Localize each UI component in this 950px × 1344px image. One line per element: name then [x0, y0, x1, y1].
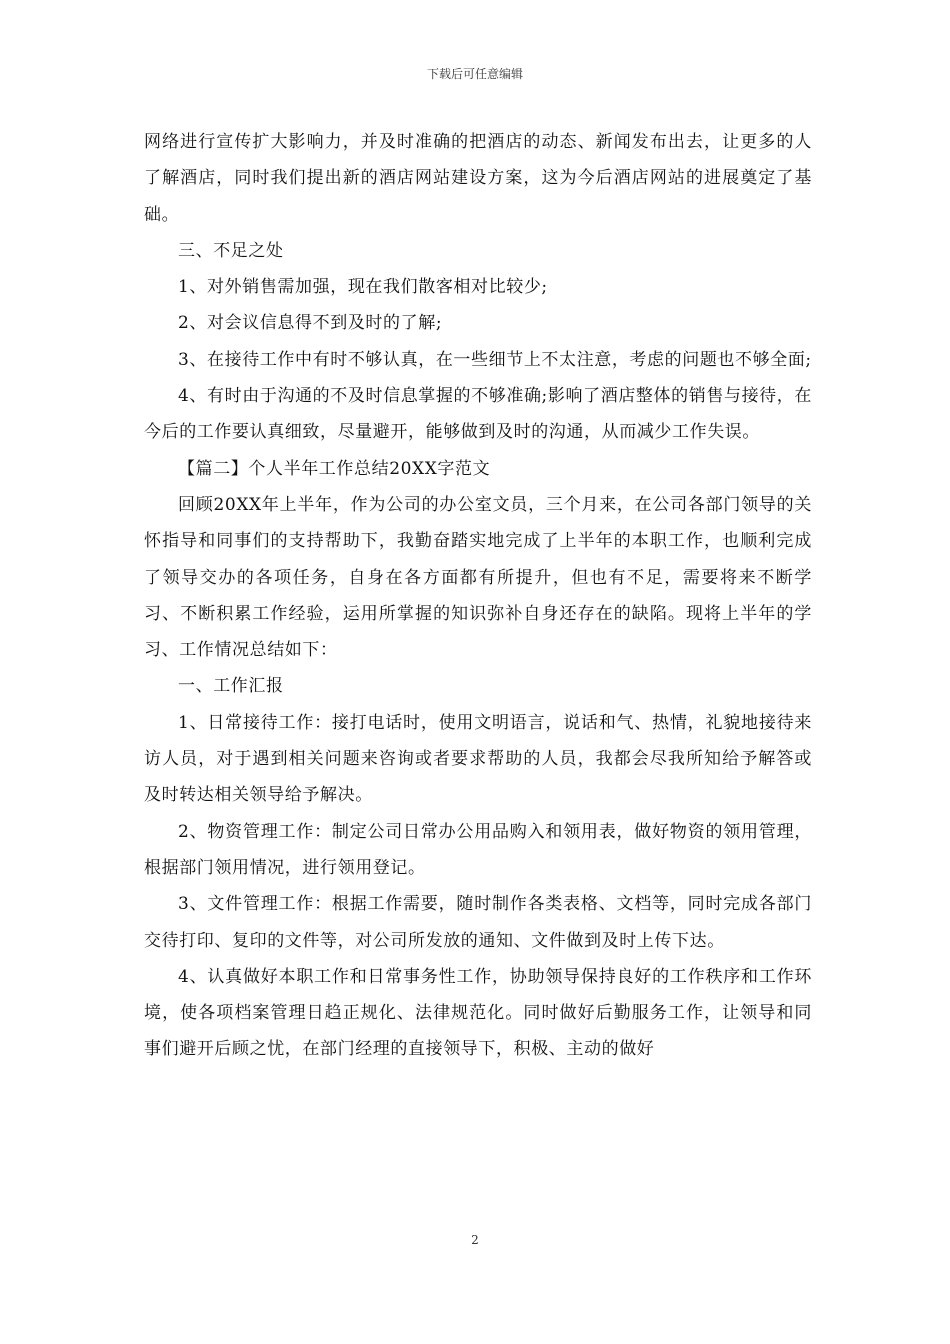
- list-item: 2、物资管理工作：制定公司日常办公用品购入和领用表，做好物资的领用管理，根据部门领用情况，进行领用登记。: [144, 821, 812, 878]
- section-heading: 三、不足之处: [178, 240, 284, 261]
- page-number: 2: [471, 1233, 479, 1247]
- document-body: [144, 124, 812, 1068]
- paragraph: 回顾20XX年上半年，作为公司的办公室文员，三个月来，在公司各部门领导的关怀指导和同事们的支持帮助下，我勤奋踏实地完成了上半年的本职工作，也顺利完成了领导交办的各项任务，自身在各方面都有所提升，但也有不足，需要将来不断学习、不断积累工作经验，运用所掌握的知识弥补自身还存在的缺陷。现将上半年的学习、工作情况总结如下：: [144, 494, 812, 661]
- list-item: 2、对会议信息得不到及时的了解;: [178, 313, 443, 334]
- list-item: 1、对外销售需加强，现在我们散客相对比较少;: [178, 277, 548, 298]
- list-item: 3、在接待工作中有时不够认真，在一些细节上不太注意，考虑的问题也不够全面;: [178, 349, 812, 370]
- list-item: 1、日常接待工作：接打电话时，使用文明语言，说话和气、热情，礼貌地接待来访人员，对于遇到相关问题来咨询或者要求帮助的人员，我都会尽我所知给予解答或及时转达相关领导给予解决。: [144, 712, 812, 806]
- list-item: 4、认真做好本职工作和日常事务性工作，协助领导保持良好的工作秩序和工作环境，使各项档案管理日趋正规化、法律规范化。同时做好后勤服务工作，让领导和同事们避开后顾之忧，在部门经理的直接领导下，积极、主动的做好: [144, 966, 812, 1060]
- section-heading: 一、工作汇报: [178, 676, 284, 697]
- article-title: 【篇二】个人半年工作总结20XX字范文: [178, 458, 491, 479]
- list-item: 4、有时由于沟通的不及时信息掌握的不够准确;影响了酒店整体的销售与接待，在今后的工作要认真细致，尽量避开，能够做到及时的沟通，从而减少工作失误。: [144, 386, 812, 443]
- paragraph: 网络进行宣传扩大影响力，并及时准确的把酒店的动态、新闻发布出去，让更多的人了解酒店，同时我们提出新的酒店网站建设方案，这为今后酒店网站的进展奠定了基础。: [144, 132, 812, 225]
- page-header-note: 下载后可任意编辑: [426, 67, 523, 81]
- list-item: 3、文件管理工作：根据工作需要，随时制作各类表格、文档等，同时完成各部门交待打印、复印的文件等，对公司所发放的通知、文件做到及时上传下达。: [144, 894, 812, 951]
